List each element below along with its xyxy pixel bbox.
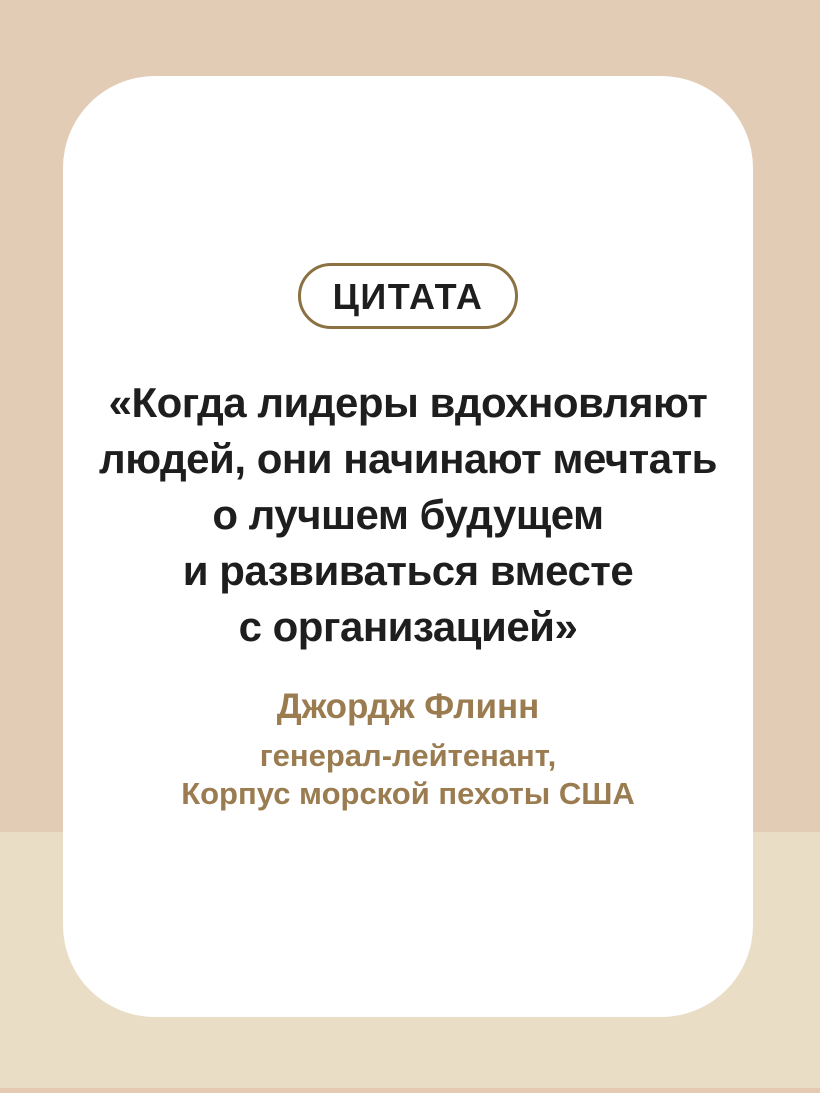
author-name: Джордж Флинн xyxy=(276,687,540,726)
quote-line: людей, они начинают мечтать xyxy=(99,435,717,482)
quote-card xyxy=(63,76,753,1017)
quote-text xyxy=(99,375,717,655)
author-title-line: генерал-лейтенант, xyxy=(259,738,557,773)
quote-line: с организацией» xyxy=(238,603,578,650)
quote-badge-label: ЦИТАТА xyxy=(332,276,484,317)
quote-line: о лучшем будущем xyxy=(212,491,604,538)
background-bottom-strip xyxy=(0,1088,820,1093)
author-title-line: Корпус морской пехоты США xyxy=(181,776,635,811)
author-title xyxy=(181,737,635,813)
quote-badge xyxy=(298,263,519,329)
quote-line: «Когда лидеры вдохновляют xyxy=(108,379,708,426)
quote-line: и развиваться вместе xyxy=(182,547,634,594)
